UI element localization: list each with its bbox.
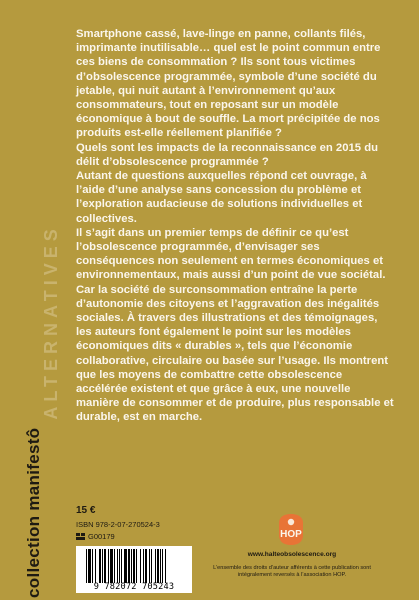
collection-name: collection manifestô: [23, 427, 43, 598]
logo-mark-icon: [76, 533, 85, 540]
hop-website[interactable]: www.halteobsolescence.org: [247, 551, 337, 558]
copyright-notice: L’ensemble des droits d’auteur afférents à cette publication sont intégralement reversés à l’association HOP.: [213, 565, 371, 578]
price: 15 €: [76, 505, 96, 516]
back-cover-blurb: [76, 27, 396, 425]
blurb-paragraph-4: Il s’agit dans un premier temps de définir ce qu’est l’obsolescence programmée, d’envisager ses conséquences non seulement en termes économiques et environnementaux, mais aussi d’un point de vue sociétal. Car la société de surconsommation entraîne la perte d’autonomie des citoyens et l’aggravation des inégalités sociales. À travers des illustrations et des témoignages, les auteurs font également le point sur les modèles économiques dits « durables », tels que l’économie collaborative, circulaire ou basée sur l’usage. Ils montrent que les moyens de combattre cette obsolescence accélérée existent et que grâce à eux, une nouvelle manière de consommer et de produire, plus responsable et durable, est en marche.: [76, 226, 394, 424]
barcode-digits: 9 782072 705243: [93, 582, 175, 592]
isbn: ISBN 978-2-07-270524-3: [76, 520, 160, 529]
barcode: [76, 546, 192, 593]
hop-logo-text: HOP: [280, 529, 302, 540]
product-code-text: G00179: [88, 532, 115, 541]
blurb-paragraph-1: Smartphone cassé, lave-linge en panne, collants filés, imprimante inutilisable… quel est le point commun entre ces biens de consommation ? Ils sont tous victimes d’obsolescence programmée, symbole d’une société du jetable, qui nuit autant à l’environnement qu’aux consommateurs, tout en reposant sur un modèle économique à bout de souffle. La mort précipitée de nos produits est-elle réellement planifiée ?: [76, 28, 381, 140]
blurb-paragraph-3: Autant de questions auxquelles répond cet ouvrage, à l’aide d’une analyse sans concession du problème et l’exploration audacieuse de solutions individuelles et collectives.: [76, 170, 367, 225]
blurb-paragraph-2: Quels sont les impacts de la reconnaissance en 2015 du délit d’obsolescence programmée ?: [76, 141, 379, 168]
barcode-bars: [86, 549, 182, 583]
series-name: ALTERNATIVES: [41, 224, 61, 420]
spine: [0, 0, 62, 600]
product-code: [76, 532, 115, 541]
hop-logo: [275, 513, 307, 546]
spine-title: [23, 224, 61, 598]
hop-logo-icon: [275, 513, 307, 546]
